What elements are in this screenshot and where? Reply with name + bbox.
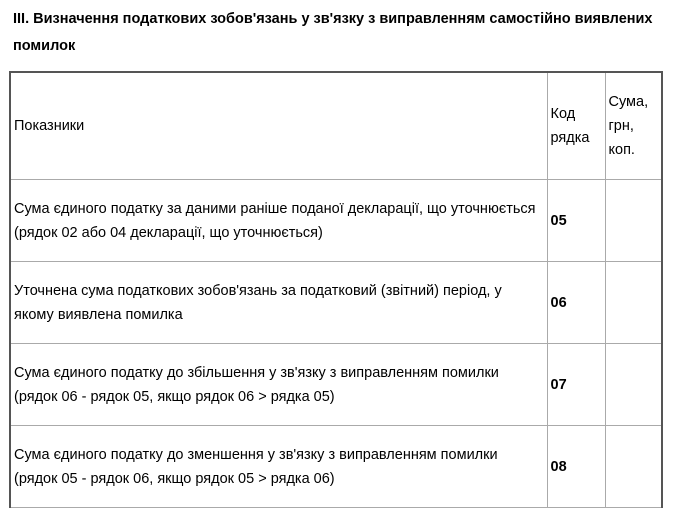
header-indicators: Показники [10,72,547,180]
row-amount-cell[interactable] [605,344,662,426]
section-title: ІІІ. Визначення податкових зобов'язань у зв'язку з виправленням самостійно виявлених помилок [13,11,653,54]
row-indicator: Уточнена сума податкових зобов'язань за податковий (звітний) період, у якому виявлена помилка [10,262,547,344]
row-indicator: Сума єдиного податку до збільшення у зв'язку з виправленням помилки (рядок 06 - рядок 05, якщо рядок 06 > рядка 05) [10,344,547,426]
table-row [10,262,662,344]
table-row [10,426,662,508]
row-code: 06 [547,262,605,344]
row-amount-cell[interactable] [605,180,662,262]
tax-liabilities-table [9,71,663,508]
row-code: 07 [547,344,605,426]
header-amount: Сума, грн, коп. [605,72,662,180]
table-header-row [10,72,662,180]
row-amount-cell[interactable] [605,426,662,508]
table-row [10,344,662,426]
row-indicator: Сума єдиного податку до зменшення у зв'язку з виправленням помилки (рядок 05 - рядок 06, якщо рядок 05 > рядка 06) [10,426,547,508]
header-row-code: Код рядка [547,72,605,180]
row-amount-cell[interactable] [605,262,662,344]
row-code: 08 [547,426,605,508]
table-row [10,180,662,262]
row-indicator: Сума єдиного податку за даними раніше поданої декларації, що уточнюється (рядок 02 або 04 декларації, що уточнюється) [10,180,547,262]
row-code: 05 [547,180,605,262]
